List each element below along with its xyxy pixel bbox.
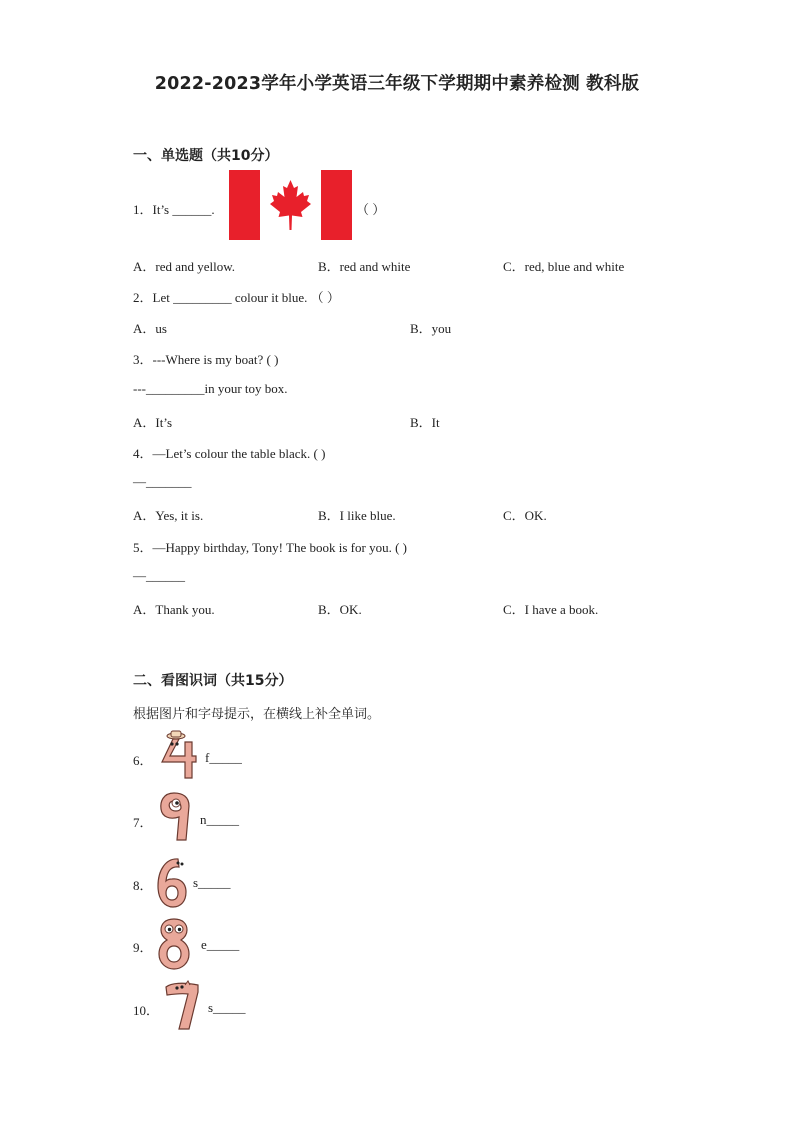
q3-option-b: B．It (410, 415, 440, 430)
cartoon-digit-eight-image (155, 917, 193, 971)
q4-option-c: C．OK. (503, 508, 547, 523)
question-5-answer-line: —______ (133, 568, 185, 583)
question-4-answer-line: —_______ (133, 474, 192, 489)
question-3-stem: 3．---Where is my boat? ( ) (133, 352, 279, 367)
item-9-number: 9． (133, 940, 153, 955)
question-1-paren: （ ） (356, 202, 386, 217)
item-7-hint: n_____ (200, 812, 239, 827)
item-6-hint: f_____ (205, 750, 242, 765)
q4-option-a: A．Yes, it is. (133, 508, 204, 523)
cartoon-digit-seven-image (163, 979, 203, 1033)
section-heading-picture-words: 二、看图识词（共15分） (133, 673, 293, 689)
item-8-number: 8． (133, 878, 153, 893)
section-heading-single-choice: 一、单选题（共10分） (133, 148, 279, 164)
item-8-hint: s_____ (193, 875, 231, 890)
question-2-stem: 2．Let _________ colour it blue. （ ） (133, 290, 340, 305)
q4-option-b: B．I like blue. (318, 508, 396, 523)
item-9-hint: e_____ (201, 937, 240, 952)
q2-option-b: B．you (410, 321, 452, 336)
q5-option-a: A．Thank you. (133, 602, 215, 617)
item-7-number: 7． (133, 815, 153, 830)
question-5-stem: 5．—Happy birthday, Tony! The book is for you. ( ) (133, 540, 407, 555)
q1-option-a: A．red and yellow. (133, 259, 236, 274)
canada-flag-image (229, 170, 352, 240)
item-6-number: 6． (133, 753, 153, 768)
cartoon-digit-six-image (154, 856, 190, 910)
question-4-stem: 4．—Let’s colour the table black. ( ) (133, 446, 326, 461)
page-title: 2022-2023学年小学英语三年级下学期期中素养检测 教科版 (154, 74, 640, 94)
cartoon-digit-four-image (157, 730, 199, 782)
question-3-answer-line: ---_________in your toy box. (133, 381, 288, 396)
section-instruction: 根据图片和字母提示，在横线上补全单词。 (133, 707, 381, 722)
q1-option-b: B．red and white (318, 259, 411, 274)
item-10-hint: s_____ (208, 1000, 246, 1015)
q1-option-c: C．red, blue and white (503, 259, 625, 274)
q3-option-a: A．It’s (133, 415, 173, 430)
item-10-number: 10． (133, 1003, 160, 1018)
q2-option-a: A．us (133, 321, 167, 336)
cartoon-digit-nine-image (157, 790, 193, 844)
q5-option-b: B．OK. (318, 602, 362, 617)
q5-option-c: C．I have a book. (503, 602, 599, 617)
question-1-stem: 1．It’s ______. (133, 202, 215, 217)
